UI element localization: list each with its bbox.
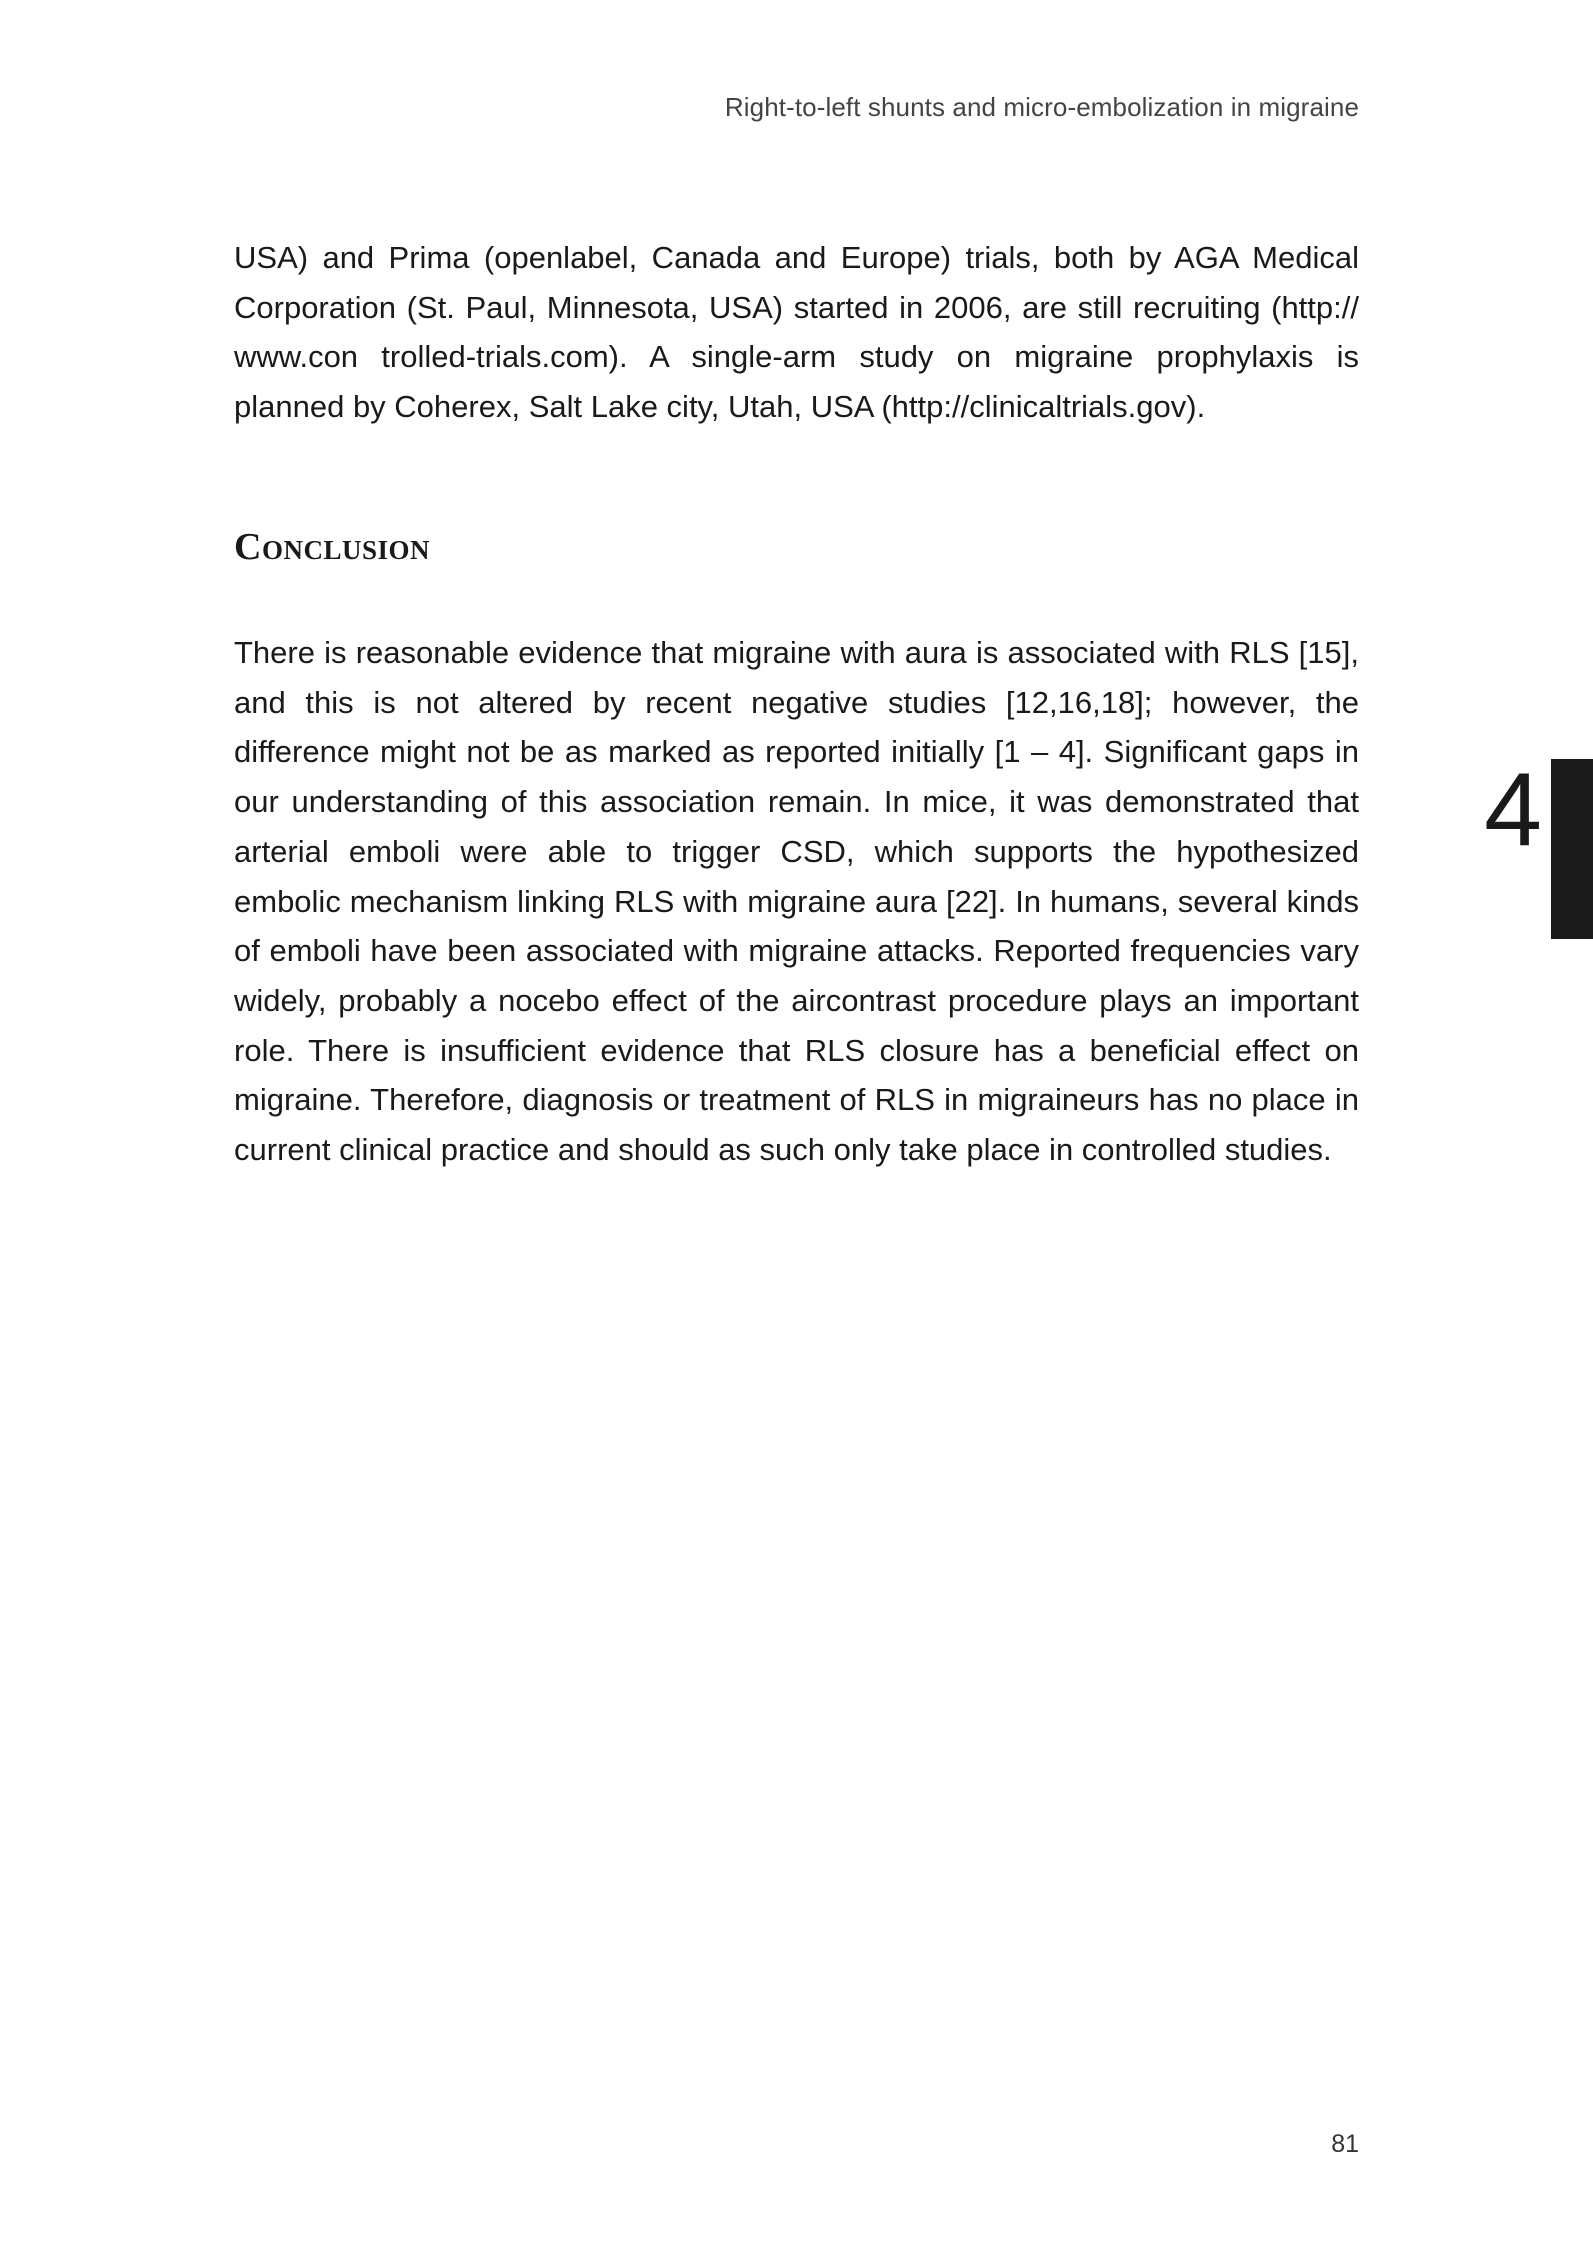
chapter-number: 4 bbox=[1484, 752, 1542, 868]
paragraph-continuation: USA) and Prima (openlabel, Canada and Europe) trials, both by AGA Medical Corporation (St. Paul, Minnesota, USA) started in 2006, are still recruiting (http:// www.con trolled-trials.com). A single-arm study on migraine prophylaxis is planned by Coherex, Salt Lake city, Utah, USA (http://clinicaltrials.gov). bbox=[234, 240, 1359, 425]
chapter-thumb-tab bbox=[1551, 759, 1593, 939]
page-number: 81 bbox=[1331, 2130, 1359, 2158]
running-head: Right-to-left shunts and micro-embolization in migraine bbox=[724, 92, 1359, 122]
paragraph-conclusion: There is reasonable evidence that migraine with aura is associated with RLS [15], and this is not altered by recent negative studies [12,16,18]; however, the difference might not be as marked as reported initially [1 – 4]. Significant gaps in our understanding of this association remain. In mice, it was demonstrated that arterial emboli were able to trigger CSD, which supports the hypothesized embolic mechanism linking RLS with migraine aura [22]. In humans, several kinds of emboli have been associated with migraine attacks. Reported frequencies vary widely, probably a nocebo effect of the aircontrast procedure plays an important role. There is insufficient evidence that RLS closure has a beneficial effect on migraine. Therefore, diagnosis or treatment of RLS in migraineurs has no place in current clinical practice and should as such only take place in controlled studies. bbox=[234, 635, 1359, 1168]
section-heading-conclusion: Conclusion bbox=[234, 526, 430, 568]
